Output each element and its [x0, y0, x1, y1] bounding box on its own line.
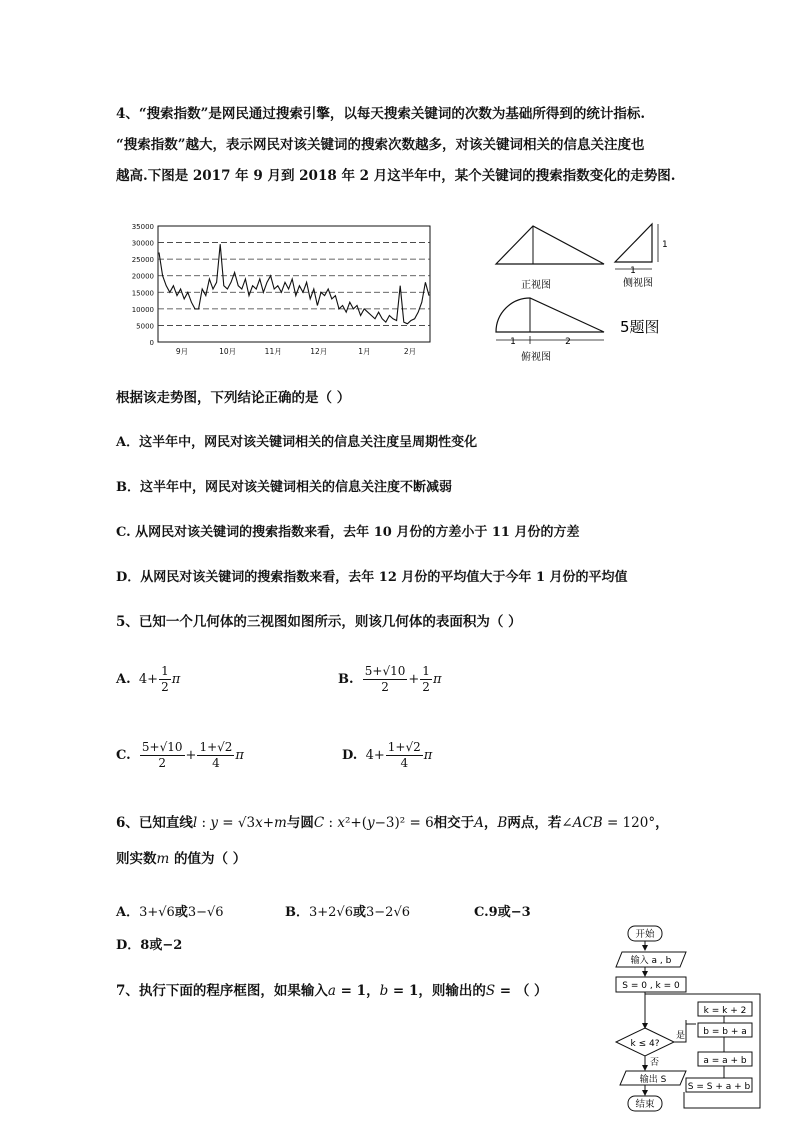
a-update-label: a = a + b — [703, 1056, 747, 1066]
k-update-label: k = k + 2 — [703, 1006, 747, 1016]
condition-label: k ≤ 4? — [630, 1039, 660, 1049]
q5-stem: 5、已知一个几何体的三视图如图所示，则该几何体的表面积为（ ） — [116, 614, 522, 630]
search-index-line — [159, 244, 429, 324]
start-label: 开始 — [635, 929, 655, 940]
q6-line2: 则实数m 的值为（ ） — [116, 851, 247, 867]
x-tick-label: 2月 — [403, 347, 417, 356]
q5-option-c: C. $\frac{5+√10}{2}$ + $\frac{1+√2}{4}$ π — [116, 740, 244, 770]
front-view — [496, 226, 604, 264]
top-view-label: 俯视图 — [521, 352, 551, 363]
y-tick-label: 5000 — [136, 322, 154, 331]
plot-frame — [158, 226, 430, 342]
side-view — [615, 224, 658, 269]
q6-option-a: A．3+√6或3−√6 — [116, 905, 224, 920]
q6-option-b: B．3+2√6或3−2√6 — [285, 905, 411, 920]
y-tick-label: 10000 — [131, 305, 154, 314]
q5-option-d: D. 4+ $\frac{1+√2}{4}$ π — [342, 740, 433, 770]
y-tick-label: 35000 — [131, 223, 154, 231]
y-tick-label: 15000 — [131, 289, 154, 298]
side-height-label: 1 — [662, 240, 668, 250]
end-label: 结束 — [635, 1099, 655, 1110]
q6-option-d: D．8或−2 — [116, 938, 183, 953]
front-view-label: 正视图 — [521, 280, 551, 291]
no-label: 否 — [650, 1058, 660, 1068]
side-view-label: 侧视图 — [623, 278, 653, 289]
q4-line1: 4、“搜索指数”是网民通过搜索引擎，以每天搜索关键词的次数为基础所得到的统计指标. — [116, 106, 646, 122]
q4-option-d: D．从网民对该关键词的搜索指数来看，去年 12 月份的平均值大于今年 1 月份的平均值 — [116, 570, 628, 585]
y-tick-label: 25000 — [131, 256, 154, 265]
top-dim1-label: 1 — [510, 337, 516, 347]
q7-stem: 7、执行下面的程序框图，如果输入a = 1，b = 1，则输出的S = （ ） — [116, 983, 548, 999]
q4-line3: 越高.下图是 2017 年 9 月到 2018 年 2 月这半年中，某个关键词的搜索指数变化的走势图. — [116, 168, 676, 184]
q4-stem: 根据该走势图，下列结论正确的是（ ） — [116, 390, 351, 406]
q4-option-c: C. 从网民对该关键词的搜索指数来看，去年 10 月份的方差小于 11 月份的方差 — [116, 525, 580, 540]
x-tick-label: 9月 — [175, 347, 189, 356]
q4-option-b: B．这半年中，网民对该关键词相关的信息关注度不断减弱 — [116, 480, 452, 495]
q5-option-a: A. 4+ $\frac{1}{2}$ π — [116, 664, 181, 694]
q6-stem: 6、已知直线l : y = √3x+m与圆C : x²+(y−3)² = 6相交于A，B两点，若∠ACB = 120°， — [116, 815, 669, 831]
x-tick-label: 12月 — [310, 347, 328, 356]
output-label: 输出 S — [639, 1075, 667, 1085]
y-tick-label: 30000 — [131, 239, 154, 248]
yes-label: 是 — [676, 1031, 686, 1041]
x-tick-label: 10月 — [219, 347, 237, 356]
y-tick-label: 0 — [149, 339, 154, 347]
figure-caption: 5题图 — [620, 318, 660, 336]
flowchart — [612, 924, 762, 1116]
three-view-figure — [488, 214, 678, 374]
q6-option-c: C.9或−3 — [474, 905, 531, 920]
top-dim2-label: 2 — [565, 337, 571, 347]
q4-option-a: A．这半年中，网民对该关键词相关的信息关注度呈周期性变化 — [116, 435, 478, 450]
input-label: 输入 a , b — [630, 956, 672, 966]
q5-option-b: B. $\frac{5+√10}{2}$ + $\frac{1}{2}$ π — [338, 664, 442, 694]
search-index-chart — [118, 218, 438, 366]
y-tick-label: 20000 — [131, 272, 154, 281]
x-tick-label: 11月 — [264, 347, 282, 356]
side-width-label: 1 — [630, 266, 636, 276]
b-update-label: b = b + a — [703, 1027, 747, 1037]
x-tick-label: 1月 — [358, 347, 371, 356]
s-update-label: S = S + a + b — [687, 1082, 751, 1092]
init-label: S = 0 , k = 0 — [622, 981, 680, 991]
q4-line2: “搜索指数”越大，表示网民对该关键词的搜索次数越多，对该关键词相关的信息关注度也 — [116, 137, 645, 153]
